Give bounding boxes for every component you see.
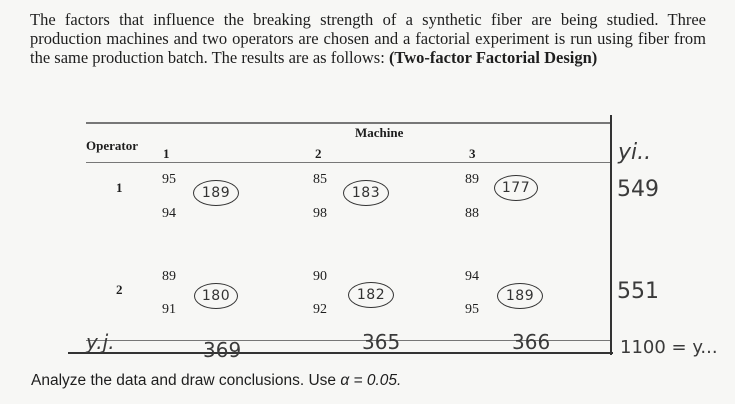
table-top-rule <box>86 122 611 124</box>
design-label: (Two-factor Factorial Design) <box>388 48 598 67</box>
cell-o1-m1-bottom: 94 <box>162 206 176 221</box>
cell-o1-m1-top: 95 <box>162 172 176 187</box>
operator-header: Operator <box>86 138 138 153</box>
cell-o1-m2-top: 85 <box>313 172 327 187</box>
machine-3-label: 3 <box>469 146 476 161</box>
table-header-rule <box>86 162 611 163</box>
col-total-2: 365 <box>362 330 401 354</box>
instruction-text: Analyze the data and draw conclusions. Use <box>31 372 337 389</box>
cell-o2-m3-bottom: 95 <box>465 302 479 317</box>
machine-2-label: 2 <box>315 146 322 161</box>
cell-o2-m3-total: 189 <box>497 283 543 309</box>
operator-1-label: 1 <box>116 180 123 195</box>
cell-o2-m2-top: 90 <box>313 269 327 284</box>
alpha-expression: α = 0.05. <box>340 372 402 389</box>
cell-o1-m3-bottom: 88 <box>465 206 479 221</box>
cell-o2-m2-bottom: 92 <box>313 302 327 317</box>
total-column-divider <box>610 115 612 355</box>
row-total-label: yi.. <box>618 140 652 165</box>
col-total-1: 369 <box>203 338 242 362</box>
machine-1-label: 1 <box>163 146 170 161</box>
cell-o1-m2-bottom: 98 <box>313 206 327 221</box>
operator-2-label: 2 <box>116 282 123 297</box>
cell-o1-m3-total: 177 <box>494 175 538 201</box>
instruction-line <box>31 372 401 390</box>
problem-statement <box>30 10 706 67</box>
row-total-2: 551 <box>617 279 659 304</box>
cell-o2-m1-top: 89 <box>162 269 176 284</box>
col-total-3: 366 <box>512 330 551 354</box>
cell-o2-m3-top: 94 <box>465 269 479 284</box>
cell-o2-m1-total: 180 <box>194 283 238 309</box>
cell-o1-m1-total: 189 <box>193 180 239 206</box>
row-total-1: 549 <box>617 177 659 202</box>
grand-total: 1100 = y... <box>620 337 718 358</box>
col-total-label: y.j. <box>86 330 115 354</box>
cell-o2-m1-bottom: 91 <box>162 302 176 317</box>
cell-o2-m2-total: 182 <box>348 282 394 308</box>
cell-o1-m2-total: 183 <box>343 180 389 206</box>
problem-text: The factors that influence the breaking strength of a synthetic fiber are being studied. Three production machines and two operators are chosen and a factorial experiment is run using fiber from the same production batch. The results are as follows: <box>30 10 706 67</box>
machine-header: Machine <box>355 125 404 140</box>
cell-o1-m3-top: 89 <box>465 172 479 187</box>
